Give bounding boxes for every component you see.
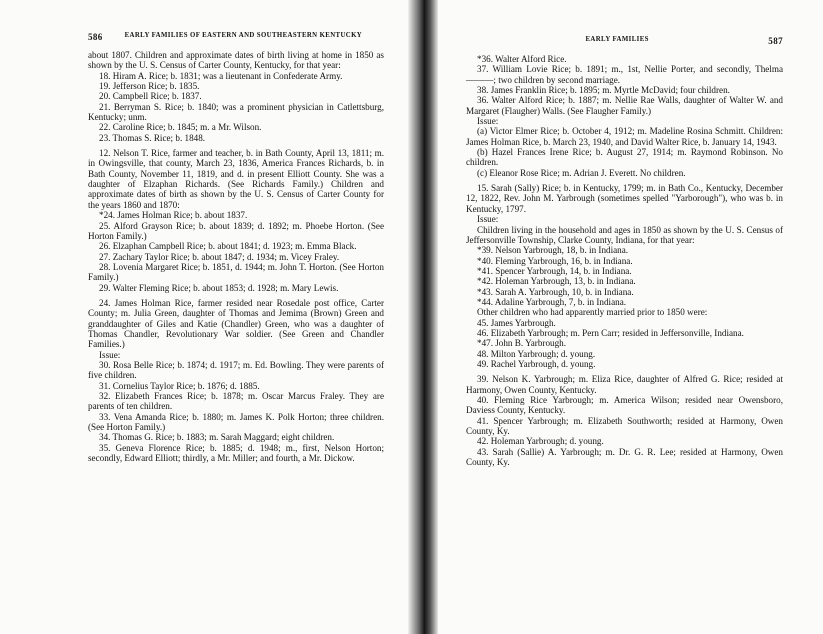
- paragraph: (b) Hazel Frances Irene Rice; b. August 27, 1914; m. Raymond Robinson. No children.: [466, 147, 783, 168]
- paragraph: 26. Elzaphan Campbell Rice; b. about 1841; d. 1923; m. Emma Black.: [99, 241, 357, 252]
- paragraph: 42. Holeman Yarbrough; d. young.: [477, 436, 604, 447]
- paragraph: Issue:: [477, 116, 499, 127]
- paragraph: 49. Rachel Yarbrough, d. young.: [477, 358, 596, 369]
- paragraph: 19. Jefferson Rice; b. 1835.: [99, 81, 200, 92]
- paragraph: 35. Geneva Florence Rice; b. 1885; d. 1948; m., first, Nelson Horton; secondly, Edward Elliott; thirdly, a Mr. Miller; and fourth, a Mr. Dickow.: [88, 442, 384, 464]
- paragraph: *41. Spencer Yarbrough, 14, b. in Indiana.: [477, 265, 632, 276]
- paragraph: 32. Elizabeth Frances Rice; b. 1878; m. Oscar Marcus Fraley. They are parents of ten children.: [88, 391, 384, 412]
- paragraph: *40. Fleming Yarbrough, 16, b. in Indiana.: [477, 255, 633, 266]
- paragraph: (a) Victor Elmer Rice; b. October 4, 1912; m. Madeline Rosina Schmitt. Children: James Holman Rice, b. March 23, 1940, and David Walter Rice, b. January 14, 1943.: [466, 126, 783, 147]
- paragraph: *36. Walter Alford Rice.: [477, 54, 567, 64]
- paragraph: 15. Sarah (Sally) Rice; b. in Kentucky, 1799; m. in Bath Co., Kentucky, December 12, 1822, Rev. John M. Yarbrough (sometimes spelled "Yarborough"), who was b. in Kentucky, 1797.: [466, 183, 783, 214]
- paragraph: *44. Adaline Yarbrough, 7, b. in Indiana.: [477, 296, 627, 307]
- right-running-head: EARLY FAMILIES: [585, 36, 649, 43]
- paragraph: 41. Spencer Yarbrough; m. Elizabeth Southworth; resided at Harmony, Owen County, Ky.: [466, 415, 783, 437]
- paragraph: 38. James Franklin Rice; b. 1895; m. Myrtle McDavid; four children.: [477, 85, 730, 96]
- paragraph: 39. Nelson K. Yarbrough; m. Eliza Rice, daughter of Alfred G. Rice; resided at Harmony, Owen County, Kentucky.: [466, 374, 783, 395]
- paragraph: 23. Thomas S. Rice; b. 1848.: [99, 132, 206, 143]
- paragraph: (c) Eleanor Rose Rice; m. Adrian J. Everett. No children.: [477, 167, 686, 178]
- paragraph: 34. Thomas G. Rice; b. 1883; m. Sarah Maggard; eight children.: [99, 432, 335, 443]
- paragraph: 31. Cornelius Taylor Rice; b. 1876; d. 1885.: [99, 380, 260, 391]
- paragraph: 28. Lovenia Margaret Rice; b. 1851, d. 1944; m. John T. Horton. (See Horton Family.): [88, 261, 384, 283]
- right-page-number: 587: [768, 36, 783, 46]
- paragraph: 18. Hiram A. Rice; b. 1831; was a lieutenant in Confederate Army.: [99, 70, 343, 81]
- paragraph: 22. Caroline Rice; b. 1845; m. a Mr. Wilson.: [99, 122, 262, 133]
- paragraph: 33. Vena Amanda Rice; b. 1880; m. James K. Polk Horton; three children. (See Horton Family.): [88, 411, 384, 433]
- paragraph: 37. William Lovie Rice; b. 1891; m., 1st, Nellie Porter, and secondly, Thelma ———; two children by second marriage.: [466, 64, 783, 85]
- paragraph: Other children who had apparently married prior to 1850 were:: [477, 307, 708, 318]
- paragraph: 24. James Holman Rice, farmer resided near Rosedale post office, Carter County; m. Julia Green, daughter of Thomas and Jemima (Brown) Green and granddaughter of Giles and Katie (Chandler) Green, who was a daughter of Thomas Chandler, Revolutionary War soldier. (See Green and Chandler Families.): [88, 297, 384, 350]
- left-running-head: EARLY FAMILIES OF EASTERN AND SOUTHEASTERN KENTUCKY: [124, 32, 363, 39]
- right-page-header: [466, 36, 783, 46]
- paragraph: 29. Walter Fleming Rice; b. about 1853; d. 1928; m. Mary Lewis.: [99, 282, 339, 293]
- paragraph: 27. Zachary Taylor Rice; b. about 1847; d. 1934; m. Vicey Fraley.: [99, 251, 340, 262]
- right-page: [438, 0, 823, 634]
- paragraph: Issue:: [99, 349, 121, 360]
- paragraph: 43. Sarah (Sallie) A. Yarbrough; m. Dr. G. R. Lee; resided at Harmony, Owen County, Ky.: [466, 446, 783, 468]
- paragraph: 20. Campbell Rice; b. 1837.: [99, 91, 202, 102]
- paragraph: Children living in the household and ages in 1850 as shown by the U. S. Census of Jeffersonville Township, Clarke County, Indiana, for that year:: [466, 224, 783, 245]
- paragraph: Issue:: [477, 214, 499, 225]
- paragraph: *24. James Holman Rice; b. about 1837.: [99, 210, 248, 221]
- paragraph: 21. Berryman S. Rice; b. 1840; was a prominent physician in Catlettsburg, Kentucky; unm.: [88, 101, 384, 123]
- right-page-body: [466, 54, 783, 467]
- paragraph: 12. Nelson T. Rice, farmer and teacher, b. in Bath County, April 13, 1811; m. in Owingsville, that county, March 23, 1836, America Frances Richards, b. in Bath County, November 11, 1819, and d. in present Elliott County. She was a daughter of Elzaphan Richards. (See Richards Family.) Children and approximate dates of birth as shown by the U. S. Census of Carter County for the years 1860 and 1870:: [88, 148, 384, 210]
- paragraph: *39. Nelson Yarbrough, 18, b. in Indiana.: [477, 245, 629, 256]
- paragraph: 36. Walter Alford Rice; b. 1887; m. Nellie Rae Walls, daughter of Walter W. and Margaret (Flaugher) Walls. (See Flaugher Family.): [466, 95, 783, 116]
- left-page: [0, 0, 408, 634]
- paragraph: 45. James Yarbrough.: [477, 317, 556, 328]
- left-page-number: 586: [88, 32, 103, 42]
- paragraph: *43. Sarah A. Yarbrough, 10, b. in Indiana.: [477, 286, 634, 297]
- paragraph: 40. Fleming Rice Yarbrough; m. America Wilson; resided near Owensboro, Daviess County, Kentucky.: [466, 395, 783, 416]
- left-page-header: [88, 32, 384, 42]
- paragraph: 25. Alford Grayson Rice; b. about 1839; d. 1892; m. Phoebe Horton. (See Horton Family.): [88, 220, 384, 241]
- book-gutter: [408, 0, 438, 634]
- paragraph: 30. Rosa Belle Rice; b. 1874; d. 1917; m. Ed. Bowling. They were parents of five children.: [88, 359, 384, 381]
- paragraph: *47. John B. Yarbrough.: [477, 338, 566, 349]
- paragraph: 46. Elizabeth Yarbrough; m. Pern Carr; resided in Jeffersonville, Indiana.: [477, 327, 744, 338]
- paragraph: about 1807. Children and approximate dates of birth living at home in 1850 as shown by the U. S. Census of Carter County, Kentucky, for that year:: [88, 50, 384, 71]
- paragraph: *42. Holeman Yarbrough, 13, b. in Indiana.: [477, 276, 636, 287]
- left-page-body: [88, 50, 384, 463]
- paragraph: 48. Milton Yarbrough; d. young.: [477, 348, 596, 359]
